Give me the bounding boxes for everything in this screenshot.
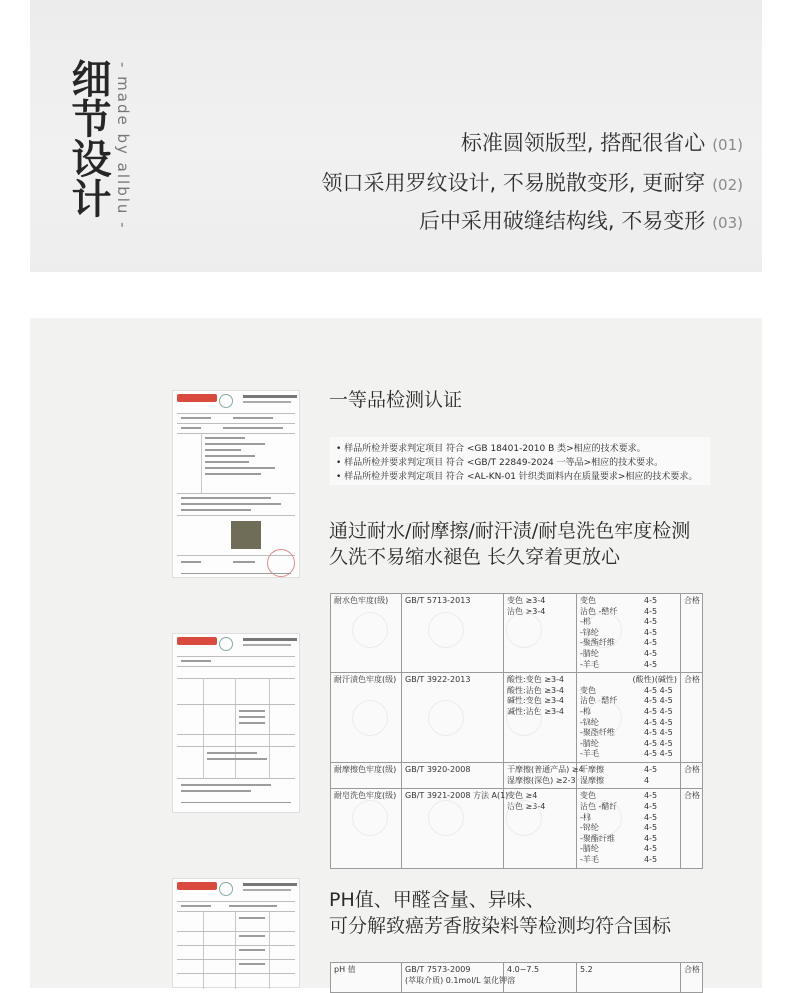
result-value: 4-5 bbox=[644, 801, 658, 811]
requirement: 碱性:沾色 ≥3-4 bbox=[507, 706, 565, 716]
result-label: -棉 bbox=[580, 812, 591, 822]
requirement: 变色 ≥3-4 bbox=[507, 596, 546, 605]
result-value: 4-5 bbox=[644, 833, 658, 843]
test-item: pH 值 bbox=[331, 963, 402, 993]
result-label: -锦纶 bbox=[580, 717, 599, 727]
requirement-cell bbox=[504, 789, 577, 868]
standard-line: • 样品所检并要求判定项目 符合 <AL-KN-01 针织类面料内在质量要求>相应的技术要求。 bbox=[336, 472, 698, 482]
result-label: -聚酯纤维 bbox=[580, 638, 615, 648]
result-label: 湿摩擦 bbox=[580, 775, 604, 785]
test-report-image bbox=[172, 390, 300, 578]
result-value: 4-5 bbox=[644, 844, 658, 854]
result-value: 4-5 bbox=[644, 765, 658, 775]
result-value: 4-5 bbox=[644, 638, 658, 648]
result-label: 变色 bbox=[580, 596, 596, 605]
feature-number: (03) bbox=[712, 214, 743, 232]
ph-subheading: 可分解致癌芳香胺染料等检测均符合国标 bbox=[329, 915, 672, 937]
requirement: 变色 ≥4 bbox=[507, 791, 538, 801]
result-value: 4-5 4-5 bbox=[644, 685, 673, 695]
result-value: 4-5 bbox=[644, 823, 658, 833]
requirement: 酸性:沾色 ≥3-4 bbox=[507, 685, 565, 695]
requirement: 湿摩擦(深色) ≥2-3 bbox=[507, 775, 576, 785]
test-method: GB/T 3921-2008 方法 A(1) bbox=[402, 789, 504, 868]
test-item: 耐皂洗色牢度(级) bbox=[331, 789, 402, 868]
requirement: 4.0~7.5 bbox=[504, 963, 577, 993]
feature-item bbox=[419, 205, 743, 235]
verdict: 合格 bbox=[681, 789, 703, 868]
result-value: 4-5 bbox=[644, 606, 658, 616]
ph-table bbox=[330, 962, 703, 993]
result-cell bbox=[577, 673, 681, 763]
test-method-cell bbox=[402, 963, 516, 993]
result-value: 4-5 4-5 bbox=[644, 696, 673, 706]
standards-box bbox=[330, 437, 710, 485]
grade-heading: 一等品检测认证 bbox=[329, 389, 463, 411]
result-value: 4-5 4-5 bbox=[644, 738, 673, 748]
feature-item bbox=[461, 127, 743, 157]
detail-title: 细节设计 bbox=[65, 58, 111, 218]
feature-text: 标准圆领版型, 搭配很省心 bbox=[460, 131, 706, 155]
result-label: -羊毛 bbox=[580, 854, 599, 864]
result-label: -腈纶 bbox=[580, 648, 599, 658]
result-value: 5.2 bbox=[577, 963, 681, 993]
result-label: 沾色 -醋纤 bbox=[580, 606, 618, 616]
feature-item bbox=[322, 167, 744, 197]
result-label: -棉 bbox=[580, 617, 591, 627]
test-report-image bbox=[172, 878, 300, 988]
result-label: 变色 bbox=[580, 685, 596, 695]
test-item: 耐摩擦色牢度(级) bbox=[331, 763, 402, 789]
result-value: 4-5 bbox=[644, 854, 658, 864]
table-row bbox=[331, 789, 703, 868]
result-label bbox=[580, 675, 627, 686]
result-label: -腈纶 bbox=[580, 738, 599, 748]
table-row bbox=[331, 594, 703, 673]
result-value: 4-5 bbox=[644, 627, 658, 637]
result-value: 4-5 4-5 bbox=[644, 706, 673, 716]
result-cell bbox=[577, 594, 681, 673]
requirement-cell bbox=[504, 673, 577, 763]
feature-text: 后中采用破缝结构线, 不易变形 bbox=[418, 209, 706, 233]
fastness-subheading: 久洗不易缩水褪色 长久穿着更放心 bbox=[329, 546, 621, 568]
test-item: 耐水色牢度(级) bbox=[331, 594, 402, 673]
result-value: 4 bbox=[644, 775, 650, 785]
result-label: -聚酯纤维 bbox=[580, 728, 615, 738]
result-value: 4-5 bbox=[644, 648, 658, 658]
test-item: 耐汗渍色牢度(级) bbox=[331, 673, 402, 763]
test-report-image bbox=[172, 633, 300, 813]
result-cell bbox=[577, 789, 681, 868]
verdict: 合格 bbox=[681, 594, 703, 673]
test-method-note: (萃取介质) 0.1mol/L 氯化钾溶 bbox=[405, 975, 516, 985]
standard-line: • 样品所检并要求判定项目 符合 <GB 18401-2010 B 类>相应的技术要求。 bbox=[336, 444, 646, 454]
result-value: 4-5 bbox=[644, 791, 658, 801]
table-row bbox=[331, 673, 703, 763]
result-value: 4-5 4-5 bbox=[644, 728, 673, 738]
requirement-cell bbox=[504, 594, 577, 673]
made-by-tagline: - made by allblu - bbox=[114, 62, 132, 230]
fastness-heading: 通过耐水/耐摩擦/耐汗渍/耐皂洗色牢度检测 bbox=[329, 520, 691, 542]
result-label: 沾色 -醋纤 bbox=[580, 801, 618, 811]
result-label: -腈纶 bbox=[580, 844, 599, 854]
test-method: GB/T 3920-2008 bbox=[402, 763, 504, 789]
table-row bbox=[331, 763, 703, 789]
result-value: 4-5 4-5 bbox=[644, 717, 673, 727]
requirement: 酸性:变色 ≥3-4 bbox=[507, 675, 565, 685]
feature-text: 领口采用罗纹设计, 不易脱散变形, 更耐穿 bbox=[321, 171, 706, 195]
feature-number: (01) bbox=[712, 136, 743, 154]
verdict: 合格 bbox=[681, 673, 703, 763]
table-row bbox=[331, 963, 703, 993]
result-label: 沾色 -醋纤 bbox=[580, 696, 618, 706]
result-label: -锦纶 bbox=[580, 627, 599, 637]
result-label: -羊毛 bbox=[580, 659, 599, 669]
result-label: -锦纶 bbox=[580, 823, 599, 833]
result-label: -聚酯纤维 bbox=[580, 833, 615, 843]
result-label: -羊毛 bbox=[580, 749, 599, 759]
requirement-cell bbox=[504, 763, 584, 789]
fastness-table bbox=[330, 593, 703, 869]
feature-number: (02) bbox=[712, 176, 743, 194]
verdict: 合格 bbox=[681, 963, 703, 993]
result-value: 4-5 bbox=[644, 617, 658, 627]
requirement: 沾色 ≥3-4 bbox=[507, 606, 546, 616]
result-label: 干摩擦 bbox=[580, 765, 604, 775]
requirement: 沾色 ≥3-4 bbox=[507, 801, 546, 811]
result-value: 4-5 bbox=[644, 659, 658, 669]
result-value: 4-5 4-5 bbox=[644, 749, 673, 759]
result-label: 变色 bbox=[580, 791, 596, 801]
result-cell bbox=[577, 763, 681, 789]
verdict: 合格 bbox=[681, 763, 703, 789]
standard-line: • 样品所检并要求判定项目 符合 <GB/T 22849-2024 一等品>相应的技术要求。 bbox=[336, 458, 664, 468]
result-value: 4-5 bbox=[644, 812, 658, 822]
test-method: GB/T 3922-2013 bbox=[402, 673, 504, 763]
test-method: GB/T 5713-2013 bbox=[402, 594, 504, 673]
result-label: -棉 bbox=[580, 706, 591, 716]
ph-heading: PH值、甲醛含量、异味、 bbox=[329, 889, 545, 911]
result-value: 4-5 bbox=[644, 596, 658, 605]
result-value: (酸性)(碱性) bbox=[632, 675, 677, 685]
requirement: 碱性:变色 ≥3-4 bbox=[507, 696, 565, 706]
test-method: GB/T 7573-2009 bbox=[405, 965, 471, 974]
requirement: 干摩擦(普通产品) ≥4 bbox=[507, 765, 584, 775]
